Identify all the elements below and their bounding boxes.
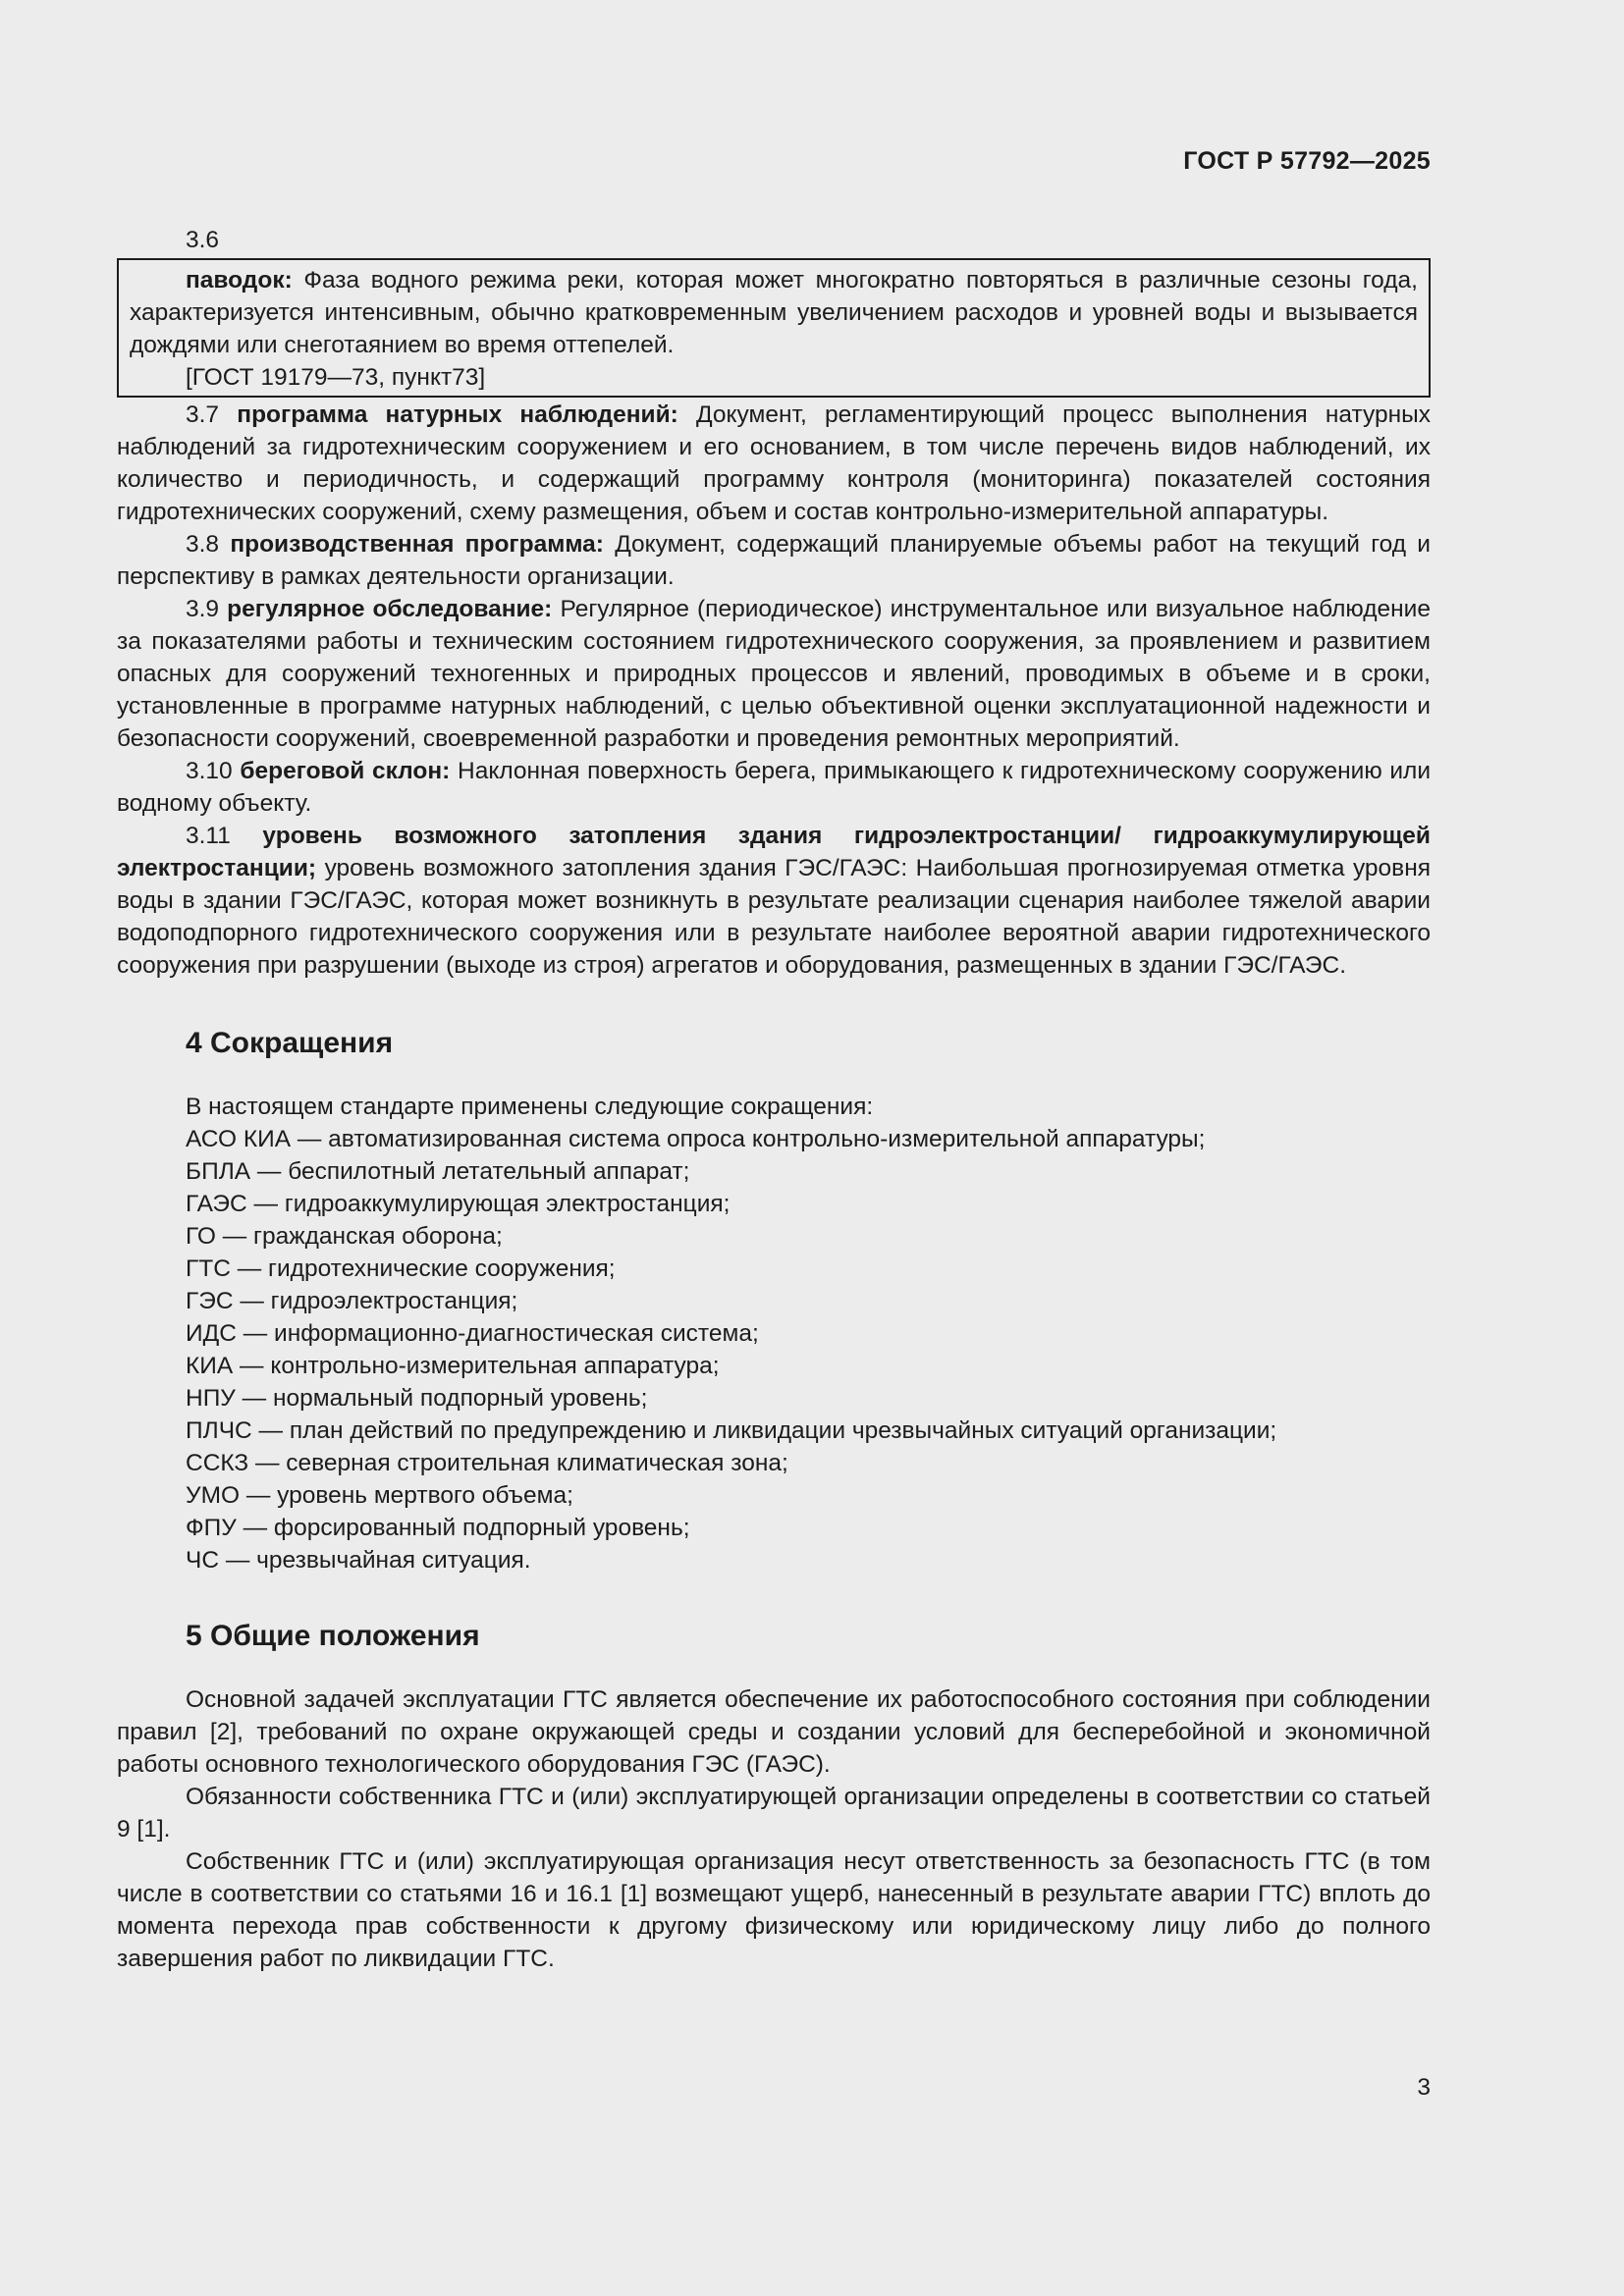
- abbreviation-item: НПУ — нормальный подпорный уровень;: [186, 1385, 648, 1412]
- abbreviation-item: ПЛЧС — план действий по предупреждению и ликвидации чрезвычайных ситуаций организации;: [186, 1417, 1277, 1444]
- term-text: Документ, содержащий планируемые объемы работ на текущий год и перспективу в рамках деятельности организации.: [117, 531, 1431, 590]
- abbreviation-item: ИДС — информационно-диагностическая система;: [186, 1320, 759, 1347]
- term-3-8: [117, 528, 1431, 593]
- term-title: программа натурных наблюдений:: [237, 401, 678, 428]
- abbreviation-item: БПЛА — беспилотный летательный аппарат;: [186, 1158, 690, 1185]
- page-content: [117, 224, 1431, 1975]
- term-3-6-box: [117, 258, 1431, 398]
- section-5-paragraph: Обязанности собственника ГТС и (или) эксплуатирующей организации определены в соответствии со статьей 9 [1].: [117, 1784, 1431, 1842]
- term-number: 3.11: [186, 823, 231, 849]
- term-3-6-source: [ГОСТ 19179—73, пункт73]: [186, 364, 486, 391]
- term-number: 3.9: [186, 596, 220, 622]
- term-3-10: [117, 755, 1431, 820]
- term-title: регулярное обследование:: [227, 596, 553, 622]
- section-5-heading: 5 Общие положения: [186, 1620, 480, 1652]
- abbreviation-item: ФПУ — форсированный подпорный уровень;: [186, 1515, 690, 1541]
- term-3-6-paragraph: [130, 264, 1418, 361]
- term-title: береговой склон:: [240, 758, 451, 784]
- page-number: 3: [1417, 2074, 1431, 2101]
- term-title: производственная программа:: [230, 531, 604, 558]
- term-3-6-definition: Фаза водного режима реки, которая может многократно повторяться в различные сезоны года, характеризуется интенсивным, обычно кратковременным увеличением расходов и уровней воды и вызывается дождями или снеготаянием во время оттепелей.: [130, 267, 1418, 358]
- term-3-9: [117, 593, 1431, 755]
- term-number: 3.8: [186, 531, 220, 558]
- term-3-6-term: паводок:: [186, 267, 293, 294]
- term-title: уровень возможного затопления здания гидроэлектростанции/ гидроаккумулирующей электростанции;: [117, 823, 1431, 881]
- abbreviation-list: [117, 1123, 1431, 1576]
- abbreviation-item: УМО — уровень мертвого объема;: [186, 1482, 573, 1509]
- abbreviation-item: ГО — гражданская оборона;: [186, 1223, 503, 1250]
- abbreviation-item: АСО КИА — автоматизированная система опроса контрольно-измерительной аппаратуры;: [186, 1126, 1206, 1152]
- abbreviation-item: ССКЗ — северная строительная климатическая зона;: [186, 1450, 788, 1476]
- abbreviation-item: ГТС — гидротехнические сооружения;: [186, 1255, 616, 1282]
- section-5-paragraph: Собственник ГТС и (или) эксплуатирующая организация несут ответственность за безопасность ГТС (в том числе в соответствии со статьями 16 и 16.1 [1] возмещают ущерб, нанесенный в результате аварии ГТС) вплоть до момента перехода прав собственности к другому физическому или юридическому лицу либо до полного завершения работ по ликвидации ГТС.: [117, 1848, 1431, 1972]
- section-5-body: [117, 1683, 1431, 1975]
- document-code-header: ГОСТ Р 57792—2025: [1183, 147, 1431, 175]
- term-text: Наклонная поверхность берега, примыкающего к гидротехническому сооружению или водному объекту.: [117, 758, 1432, 817]
- term-text: уровень возможного затопления здания ГЭС/ГАЭС: Наибольшая прогнозируемая отметка уровня воды в здании ГЭС/ГАЭС, которая может возникнуть в результате реализации сценария наиболее тяжелой аварии водоподпорного гидротехнического сооружения или в результате наиболее вероятной аварии гидротехнического сооружения при разрушении (выходе из строя) агрегатов и оборудования, размещенных в здании ГЭС/ГАЭС.: [117, 855, 1431, 979]
- abbreviation-item: КИА — контрольно-измерительная аппаратура;: [186, 1353, 720, 1379]
- term-3-7: [117, 399, 1431, 528]
- section-abbreviations: [117, 1026, 1431, 1576]
- term-number: 3.7: [186, 401, 220, 428]
- section-5-paragraph: Основной задачей эксплуатации ГТС является обеспечение их работоспособного состояния при соблюдении правил [2], требований по охране окружающей среды и создании условий для бесперебойной и экономичной работы основного технологического оборудования ГЭС (ГАЭС).: [117, 1686, 1431, 1778]
- section-4-intro: В настоящем стандарте применены следующие сокращения:: [186, 1094, 874, 1120]
- term-3-6-number: 3.6: [186, 227, 220, 253]
- term-number: 3.10: [186, 758, 233, 784]
- abbreviation-item: ЧС — чрезвычайная ситуация.: [186, 1547, 531, 1574]
- term-3-11: [117, 820, 1431, 982]
- abbreviation-item: ГАЭС — гидроаккумулирующая электростанция;: [186, 1191, 731, 1217]
- section-4-heading: 4 Сокращения: [186, 1027, 394, 1059]
- abbreviation-item: ГЭС — гидроэлектростанция;: [186, 1288, 518, 1314]
- term-text: Документ, регламентирующий процесс выполнения натурных наблюдений за гидротехническим сооружением и его основанием, в том числе перечень видов наблюдений, их количество и периодичность, и содержащий программу контроля (мониторинга) показателей состояния гидротехнических сооружений, схему размещения, объем и состав контрольно-измерительной аппаратуры.: [117, 401, 1432, 525]
- term-text: Регулярное (периодическое) инструментальное или визуальное наблюдение за показателями работы и техническим состоянием гидротехнического сооружения, за проявлением и развитием опасных для сооружений техногенных и природных процессов и явлений, проводимых в объеме и в сроки, установленные в программе натурных наблюдений, с целью объективной оценки эксплуатационной надежности и безопасности сооружений, своевременной разработки и проведения ремонтных мероприятий.: [117, 596, 1431, 752]
- section-general-provisions: [117, 1619, 1431, 1975]
